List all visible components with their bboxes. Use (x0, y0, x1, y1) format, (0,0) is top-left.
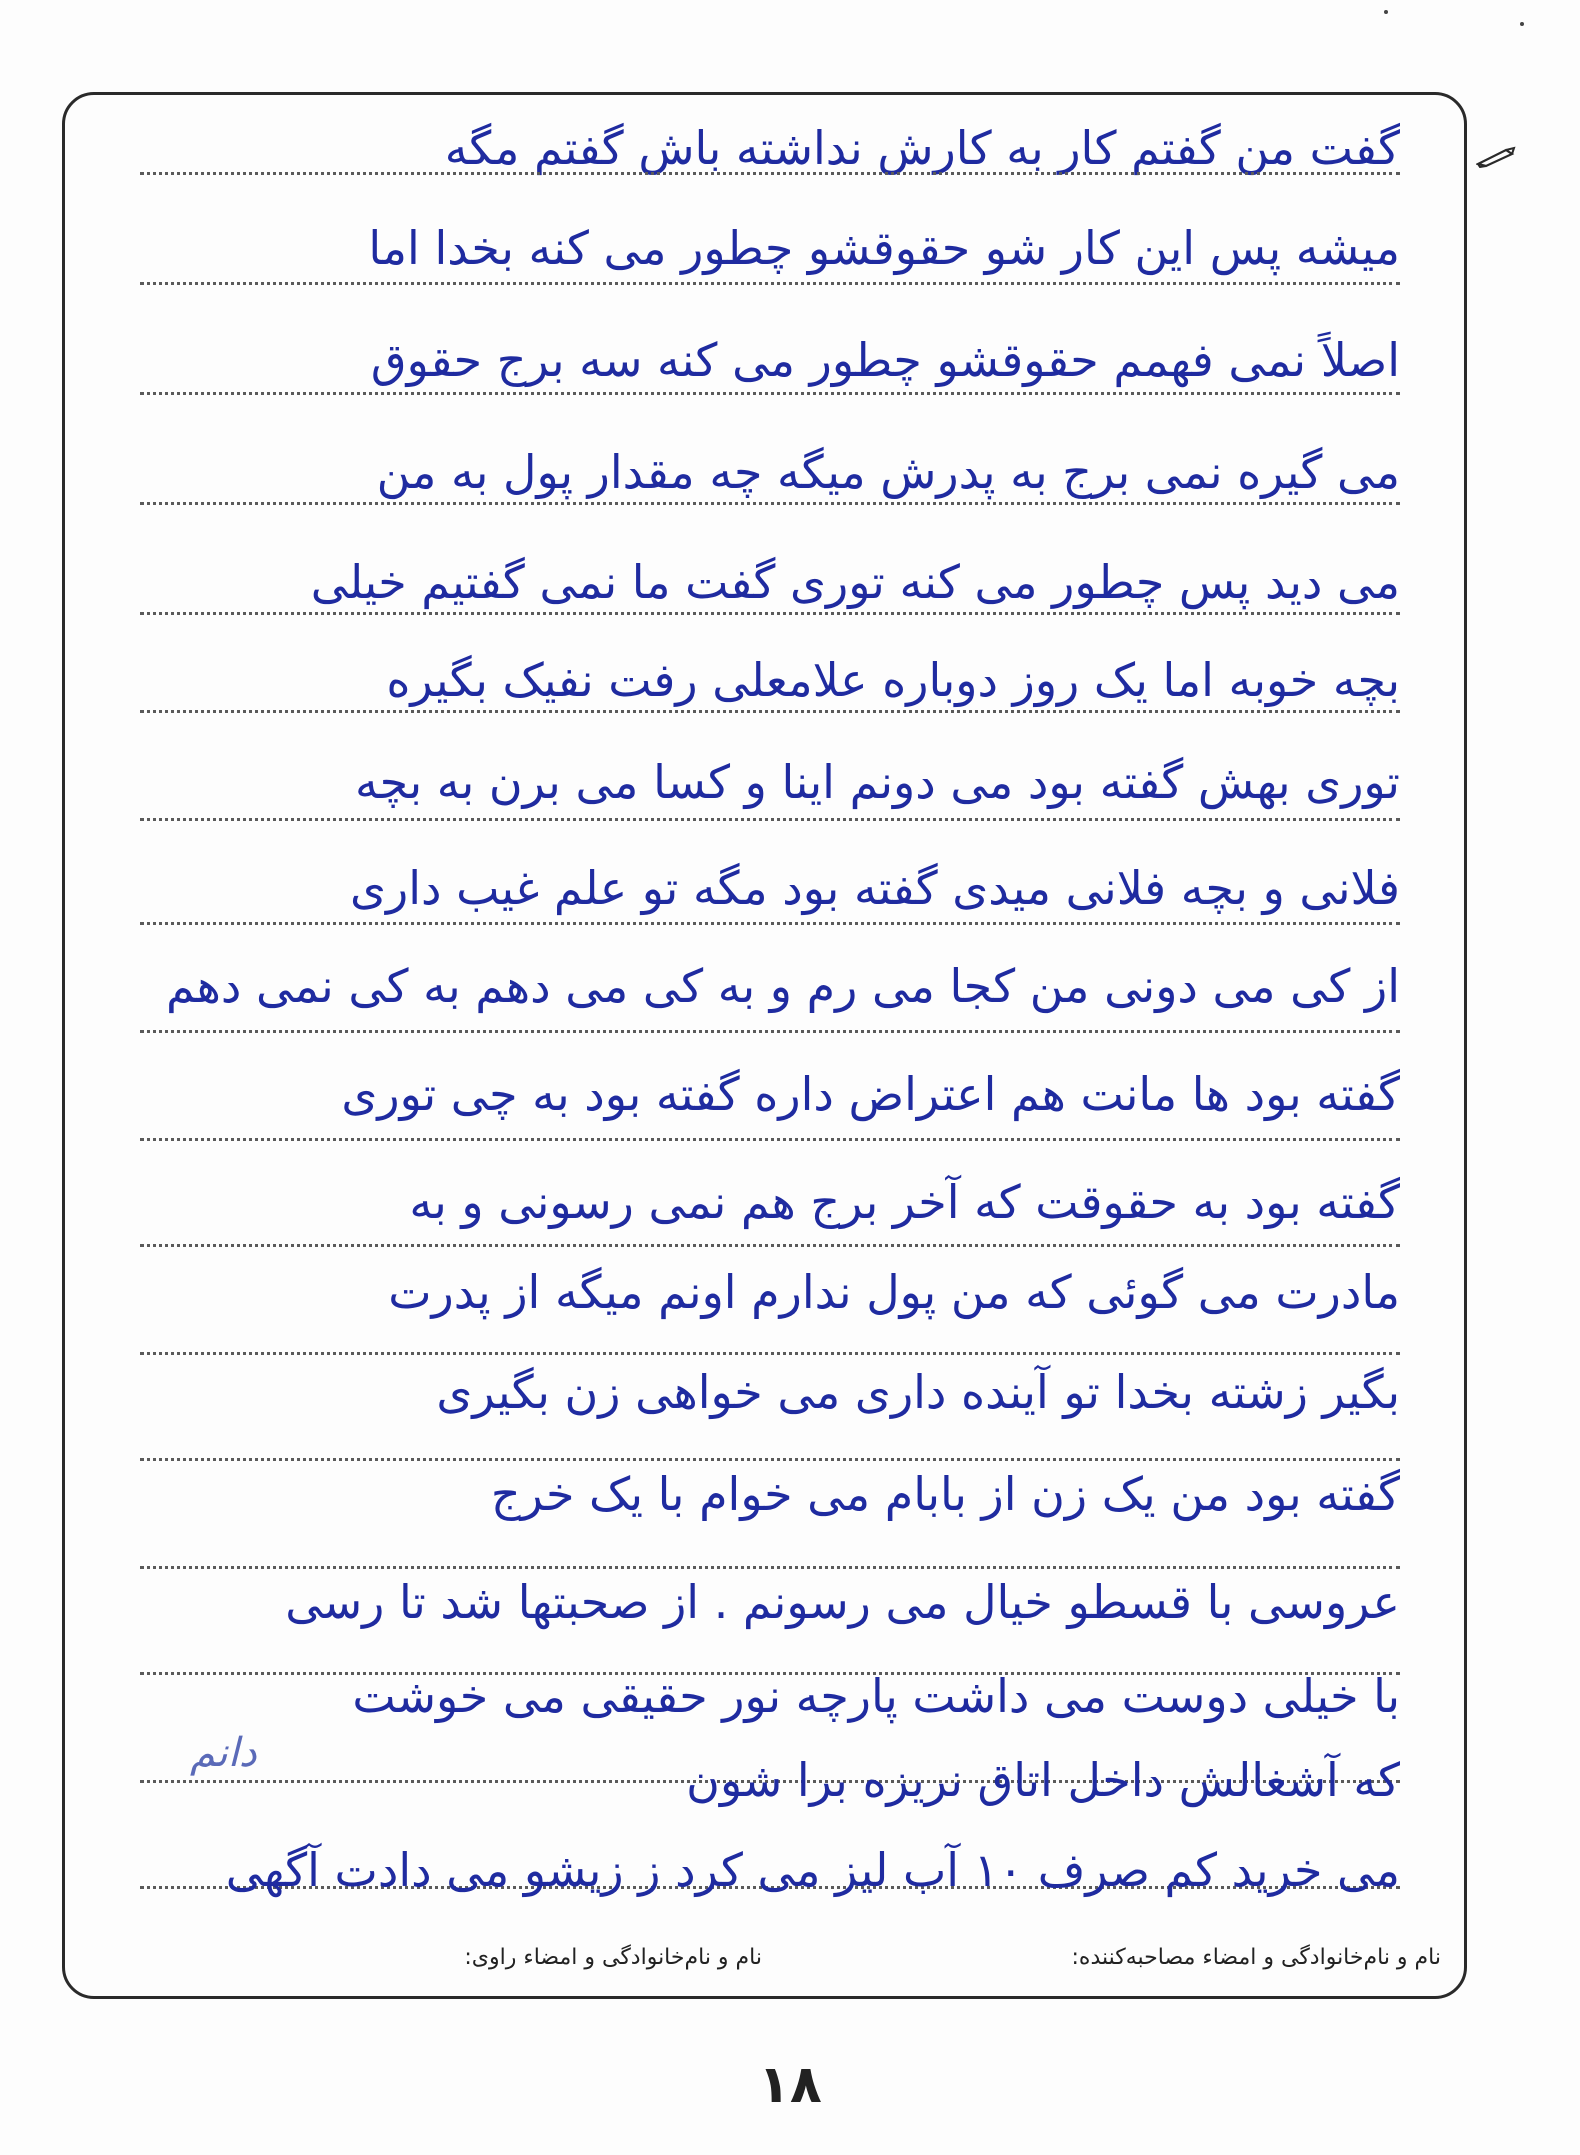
dotted-rule (140, 818, 1400, 821)
dotted-rule (140, 1138, 1400, 1141)
handwritten-line: مادرت می گوئی که من پول ندارم اونم میگه از پدرت (388, 1265, 1400, 1319)
handwritten-line: بچه خوبه اما یک روز دوباره علامعلی رفت نفیک بگیره (386, 653, 1400, 707)
handwritten-line: گفته بود ها مانت هم اعتراض داره گفته بود به چی توری (341, 1067, 1400, 1121)
handwritten-line: می خرید کم صرف ۱۰ آب لیز می کرد ز زیشو می دادت آگهی (225, 1843, 1400, 1897)
dotted-rule (140, 1566, 1400, 1569)
page-number: ۱۸ (758, 2055, 822, 2115)
handwritten-line: می دید پس چطور می کنه توری گفت ما نمی گفتیم خیلی (310, 555, 1400, 609)
scan-speck (1520, 22, 1524, 26)
interviewer-signature-label: نام و نام‌خانوادگی و امضاء مصاحبه‌کننده: (1071, 1945, 1441, 1970)
dotted-rule (140, 1030, 1400, 1033)
handwritten-line: گفته بود من یک زن از بابام می خوام با یک خرج (490, 1467, 1400, 1521)
handwritten-line: عروسی با قسطو خیال می رسونم . از صحبتها شد تا رسی (285, 1575, 1400, 1629)
dotted-rule (140, 710, 1400, 713)
dotted-rule (140, 392, 1400, 395)
dotted-rule (140, 922, 1400, 925)
margin-note: دانم (190, 1730, 257, 1776)
handwritten-line: می گیره نمی برج به پدرش میگه چه مقدار پول به من (376, 445, 1400, 499)
signature-footer (62, 1935, 1467, 1985)
handwritten-line: توری بهش گفته بود می دونم اینا و کسا می برن به بچه (355, 755, 1400, 809)
handwritten-line: با خیلی دوست می داشت پارچه نور حقیقی می خوشت (352, 1669, 1400, 1723)
handwritten-line: که آشغالش داخل اتاق نریزه برا شون (686, 1753, 1400, 1807)
dotted-rule (140, 282, 1400, 285)
handwriting-area (140, 0, 1400, 2155)
handwritten-line: بگیر زشته بخدا تو آینده داری می خواهی زن بگیری (436, 1365, 1400, 1419)
handwritten-line: میشه پس این کار شو حقوقشو چطور می کنه بخدا اما (368, 221, 1400, 275)
narrator-signature-label: نام و نام‌خانوادگی و امضاء راوی: (464, 1945, 762, 1970)
handwritten-line: گفت من گفتم کار به کارش نداشته باش گفتم مگه (444, 121, 1400, 175)
handwritten-line: فلانی و بچه فلانی میدی گفته بود مگه تو علم غیب داری (350, 861, 1400, 915)
dotted-rule (140, 1352, 1400, 1355)
dotted-rule (140, 1244, 1400, 1247)
dotted-rule (140, 1458, 1400, 1461)
dotted-rule (140, 502, 1400, 505)
dotted-rule (140, 612, 1400, 615)
handwritten-line: گفته بود به حقوقت که آخر برج هم نمی رسونی و به (409, 1175, 1400, 1229)
handwritten-line: اصلاً نمی فهمم حقوقشو چطور می کنه سه برج حقوق (370, 333, 1400, 387)
handwritten-line: از کی می دونی من کجا می رم و به کی می دهم به کی نمی دهم (165, 959, 1400, 1013)
dotted-rule (140, 172, 1400, 175)
pen-icon (1476, 146, 1516, 168)
